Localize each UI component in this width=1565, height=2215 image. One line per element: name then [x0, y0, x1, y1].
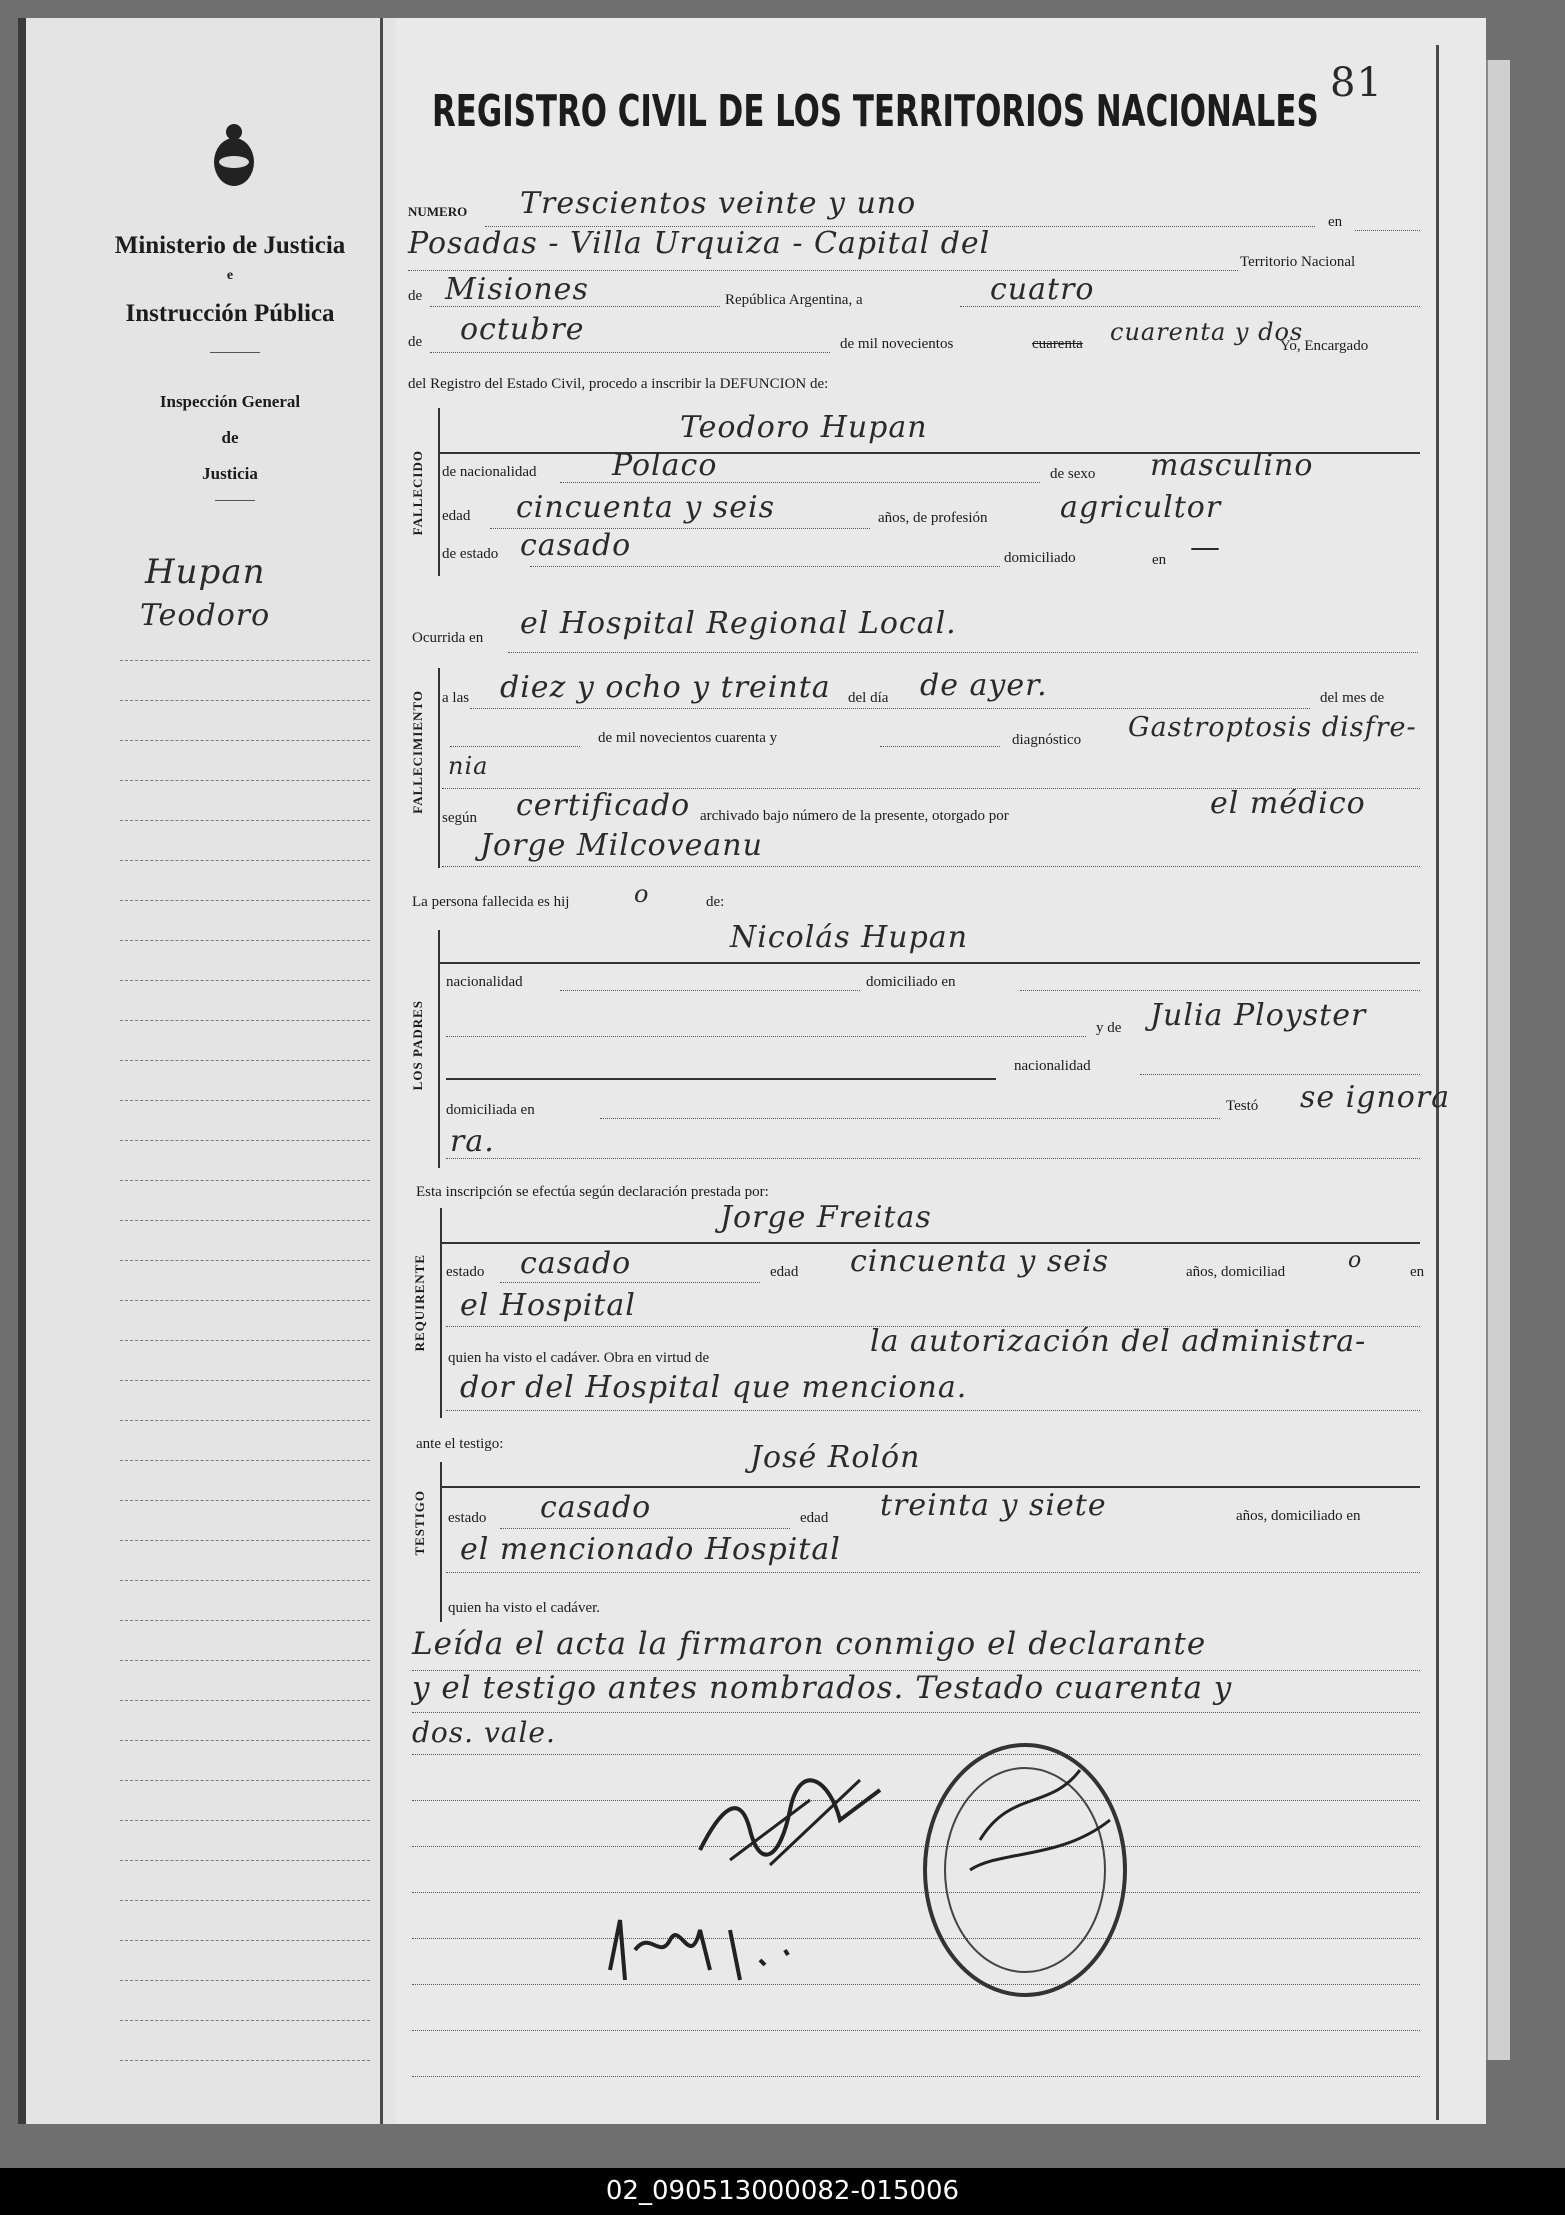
left-hand-given: Teodoro — [140, 598, 271, 633]
label-del-mes-de: del mes de — [1320, 690, 1385, 706]
hand-leida1: Leída el acta la firmaron conmigo el declarante — [412, 1626, 1207, 1662]
label-nacionalidad: nacionalidad — [446, 974, 523, 990]
label-testo: Testó — [1226, 1098, 1259, 1114]
label-edad2: edad — [770, 1264, 799, 1280]
label-en-dom: en — [1152, 552, 1167, 568]
hand-dia-de: de ayer. — [920, 668, 1048, 703]
label-diagnostico: diagnóstico — [1012, 732, 1082, 748]
hand-decl-dom-o: o — [1348, 1248, 1363, 1273]
hand-testo2: ra. — [450, 1124, 495, 1159]
hand-nombre: Teodoro Hupan — [680, 410, 928, 445]
section-los-padres: LOS PADRES — [410, 1000, 425, 1091]
hand-decl-dom: el Hospital — [460, 1288, 636, 1323]
label-de-nacionalidad: de nacionalidad — [442, 464, 537, 480]
hand-declarante: Jorge Freitas — [720, 1200, 932, 1235]
page-divider — [380, 18, 383, 2124]
label-de-colon: de: — [706, 894, 725, 910]
inspection-line3: Justicia — [202, 464, 258, 483]
label-domiciliado: domiciliado — [1004, 550, 1076, 566]
label-republica: República Argentina, a — [725, 292, 863, 308]
hand-leida2: y el testigo antes nombrados. Testado cuarenta y — [412, 1670, 1233, 1706]
hand-test-estado: casado — [540, 1490, 652, 1525]
label-de-mil: de mil novecientos — [840, 336, 954, 352]
label-anos-profesion: años, de profesión — [878, 510, 988, 526]
label-y-de: y de — [1096, 1020, 1122, 1036]
hand-mes: octubre — [460, 312, 585, 347]
label-nacionalidad2: nacionalidad — [1014, 1058, 1091, 1074]
hand-madre: Julia Ployster — [1150, 998, 1367, 1033]
divider — [210, 352, 260, 353]
label-estado2: estado — [448, 1510, 487, 1526]
label-en2: en — [1410, 1264, 1425, 1280]
section-fallecido: FALLECIDO — [410, 450, 425, 536]
hand-diagnostico: Gastroptosis disfre- — [1128, 712, 1417, 743]
hand-test-edad: treinta y siete — [880, 1488, 1107, 1523]
label-domiciliada-en: domiciliada en — [446, 1102, 535, 1118]
hand-profesion: agricultor — [1060, 490, 1222, 525]
hand-medico2: Jorge Milcoveanu — [480, 828, 763, 863]
label-anos-domiciliado: años, domiciliado en — [1236, 1508, 1361, 1524]
hand-sexo: masculino — [1150, 448, 1314, 483]
label-domiciliado-en: domiciliado en — [866, 974, 956, 990]
hand-ocurrida: el Hospital Regional Local. — [520, 606, 957, 641]
label-de-mil-cuarenta-y: de mil novecientos cuarenta y — [598, 730, 778, 746]
hand-edad: cincuenta y seis — [516, 490, 776, 525]
label-archivado: archivado bajo número de la presente, otorgado por — [700, 808, 1009, 824]
left-hand-surname: Hupan — [145, 552, 266, 592]
label-quien-visto2: quien ha visto el cadáver. — [448, 1600, 601, 1616]
hand-medico: el médico — [1210, 786, 1366, 821]
section-requirente: REQUIRENTE — [412, 1254, 427, 1352]
hand-anio: cuarenta y dos — [1110, 318, 1304, 346]
hand-testigo: José Rolón — [750, 1440, 921, 1475]
label-esta-inscripcion: Esta inscripción se efectúa según declaración prestada por: — [416, 1184, 769, 1200]
hand-testo: se ignora — [1300, 1080, 1451, 1115]
hand-autorizacion2: dor del Hospital que menciona. — [460, 1370, 968, 1405]
signature-testigo — [600, 1910, 800, 1990]
label-edad: edad — [442, 508, 471, 524]
divider — [215, 500, 255, 501]
hand-estado: casado — [520, 528, 632, 563]
label-numero: NUMERO — [408, 204, 468, 219]
label-de-sexo: de sexo — [1050, 466, 1096, 482]
hand-test-dom: el mencionado Hospital — [460, 1532, 841, 1567]
hand-nacionalidad: Polaco — [612, 448, 718, 483]
label-segun: según — [442, 810, 477, 826]
label-ocurrida-en: Ocurrida en — [412, 630, 484, 646]
hand-diagnostico2: nia — [448, 752, 489, 780]
page-number: 81 — [1330, 60, 1383, 106]
hand-decl-edad: cincuenta y seis — [850, 1244, 1110, 1279]
coat-of-arms-icon — [210, 118, 258, 190]
label-estado: estado — [446, 1264, 485, 1280]
label-de-estado: de estado — [442, 546, 499, 562]
left-page-margin — [18, 18, 404, 2124]
label-territorio: Territorio Nacional — [1240, 254, 1356, 270]
hand-dia: cuatro — [990, 272, 1095, 307]
label-anos-domicilio: años, domiciliad — [1186, 1264, 1286, 1280]
label-yo-encargado: Yo, Encargado — [1280, 338, 1369, 354]
hand-decl-estado: casado — [520, 1246, 632, 1281]
hand-dom-dash: — — [1190, 530, 1221, 565]
hand-autorizacion: la autorización del administra- — [870, 1324, 1367, 1359]
inspection-line1: Inspección General — [159, 392, 301, 411]
ministry-line3: Instrucción Pública — [125, 300, 335, 327]
ministry-line2: e — [226, 268, 234, 283]
hand-lugar: Posadas - Villa Urquiza - Capital del — [408, 226, 991, 261]
label-ante-testigo: ante el testigo: — [416, 1436, 504, 1452]
ministry-line1: Ministerio de Justicia — [114, 232, 346, 259]
hand-padre: Nicolás Hupan — [730, 920, 969, 955]
label-a-las: a las — [442, 690, 470, 706]
page-edge — [1486, 60, 1510, 2060]
hand-segun: certificado — [516, 788, 691, 823]
label-de: de — [408, 288, 423, 304]
hand-numero: Trescientos veinte y uno — [520, 186, 917, 221]
section-fallecimiento: FALLECIMIENTO — [410, 690, 425, 814]
label-de2: de — [408, 334, 423, 350]
label-del-dia: del día — [848, 690, 889, 706]
label-registro-line: del Registro del Estado Civil, procedo a inscribir la DEFUNCION de: — [408, 376, 829, 392]
signature-declarante — [690, 1770, 890, 1880]
label-persona-fallecida: La persona fallecida es hij — [412, 894, 570, 910]
section-testigo: TESTIGO — [412, 1490, 427, 1556]
label-edad3: edad — [800, 1510, 829, 1526]
official-stamp-seal — [910, 1730, 1140, 2010]
hand-leida3: dos. vale. — [412, 1716, 556, 1749]
label-en: en — [1328, 214, 1343, 230]
hand-territorio: Misiones — [445, 272, 589, 307]
label-quien-visto: quien ha visto el cadáver. Obra en virtud de — [448, 1350, 710, 1366]
label-cuarenta-struck: cuarenta — [1032, 336, 1083, 352]
hand-hijo-o: o — [634, 880, 650, 908]
image-id-footer: 02_090513000082-015006 — [0, 2168, 1565, 2215]
hand-hora: diez y ocho y treinta — [500, 670, 831, 705]
inspection-line2: de — [221, 428, 239, 447]
page-title: REGISTRO CIVIL DE LOS TERRITORIOS NACIONALES — [432, 86, 1319, 137]
